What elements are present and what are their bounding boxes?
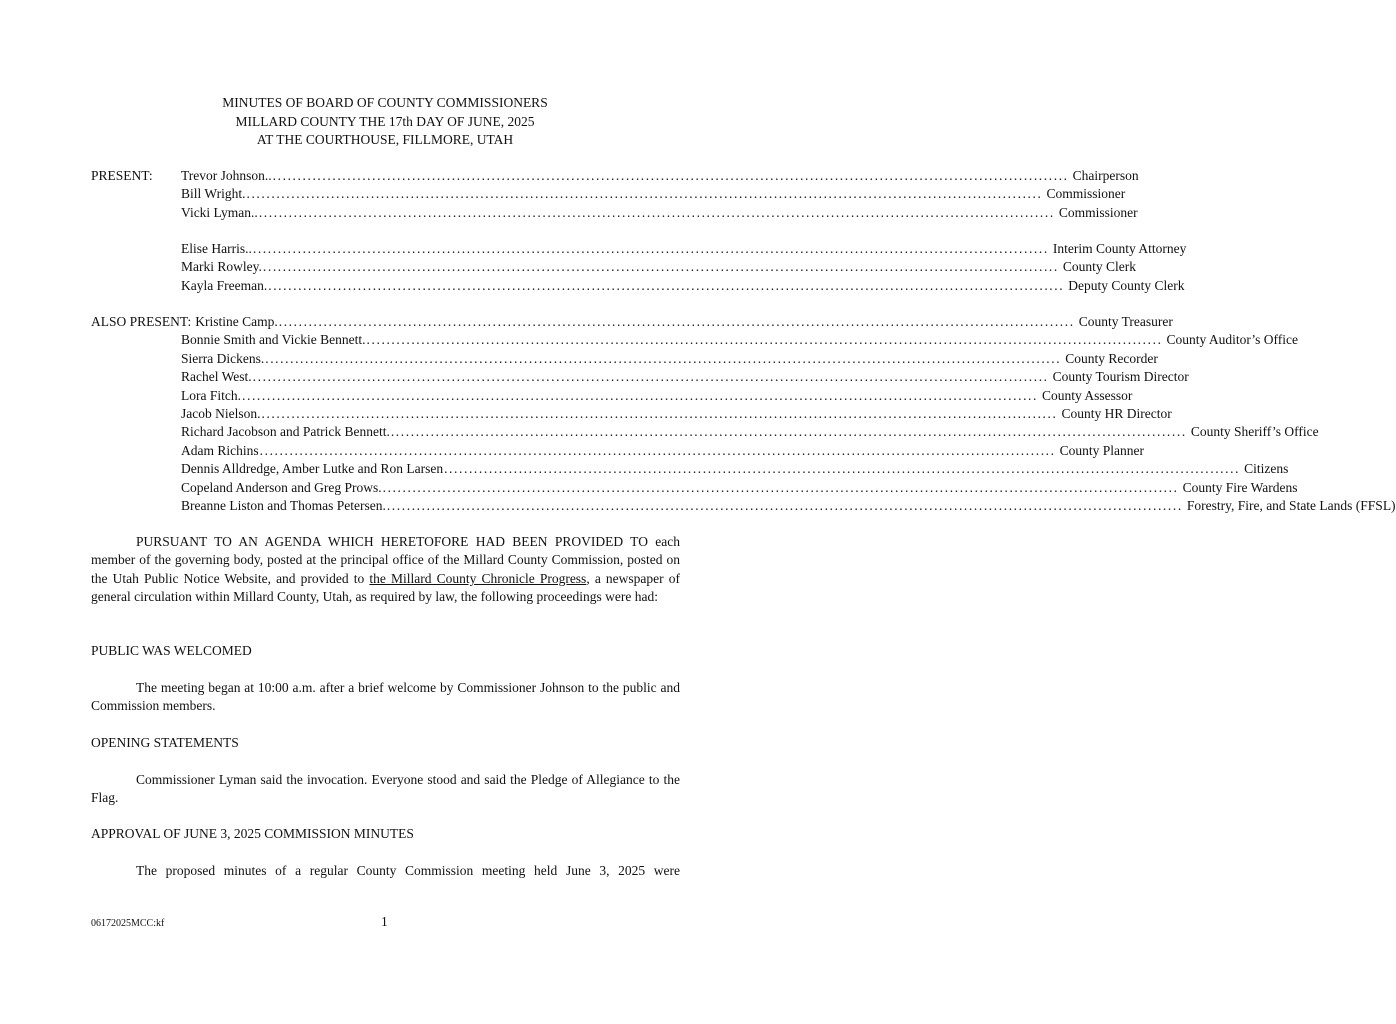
leader-dots: ................................................................................................................................................................ (252, 369, 1049, 385)
leader-dots: ................................................................................................................................................................ (265, 350, 1062, 366)
attendee-row (181, 350, 1158, 369)
attendee-name: Trevor Johnson.. (181, 168, 272, 183)
attendee-row (181, 186, 1126, 204)
section-title: OPENING STATEMENTS (91, 735, 239, 750)
leader-dots: ................................................................................................................................................................ (242, 387, 1038, 403)
leader-dots: ................................................................................................................................................................ (258, 204, 1055, 220)
attendee-role: County HR Director (1061, 406, 1172, 421)
attendee-name: Elise Harris.. (181, 241, 252, 256)
attendee-row (181, 241, 1187, 259)
leader-dots: ................................................................................................................................................................ (366, 332, 1163, 348)
attendee-row (181, 498, 1396, 516)
attendee-row (181, 479, 1298, 498)
attendee-role: County Auditor’s Office (1166, 332, 1299, 348)
section-title: APPROVAL OF JUNE 3, 2025 COMMISSION MINUTES (91, 826, 414, 841)
attendee-name: Breanne Liston and Thomas Petersen. (181, 498, 386, 513)
attendee-row (181, 406, 1172, 424)
attendee-role: County Sheriff’s Office (1190, 424, 1319, 440)
attendee-role: Chairperson (1072, 168, 1139, 183)
attendee-name: Jacob Nielson. (181, 406, 261, 421)
attendee-role: County Tourism Director (1052, 369, 1189, 385)
attendee-row (181, 442, 1144, 461)
section-body (91, 862, 680, 880)
attendee-row (181, 277, 1185, 296)
attendee-role: Forestry, Fire, and State Lands (FFSL) (1186, 498, 1396, 513)
attendee-row (181, 424, 1319, 442)
leader-dots: ................................................................................................................................................................ (278, 314, 1075, 329)
leader-dots: ................................................................................................................................................................ (382, 479, 1179, 495)
attendee-row (181, 387, 1133, 406)
leader-dots: ................................................................................................................................................................ (246, 186, 1043, 202)
section-body-text: The meeting began at 10:00 a.m. after a brief welcome by Commissioner Johnson to the public and Commission members. (91, 680, 680, 714)
attendee-role: County Planner (1059, 442, 1144, 458)
leader-dots: ................................................................................................................................................................ (390, 424, 1187, 440)
leader-dots: ................................................................................................................................................................ (272, 168, 1069, 183)
attendee-row (181, 461, 1289, 479)
attendee-role: Interim County Attorney (1052, 241, 1187, 256)
attendee-name: Marki Rowley. (181, 259, 262, 275)
agenda-paragraph (91, 533, 680, 607)
attendee-role: County Fire Wardens (1182, 479, 1298, 495)
document-id: 06172025MCC:kf (91, 918, 165, 929)
leader-dots: ................................................................................................................................................................ (268, 277, 1065, 293)
attendee-name: Richard Jacobson and Patrick Bennett. (181, 424, 390, 440)
attendee-name: Sierra Dickens. (181, 350, 265, 366)
attendee-role: County Clerk (1062, 259, 1136, 275)
attendee-row (181, 259, 1136, 277)
leader-dots: ................................................................................................................................................................ (261, 406, 1058, 421)
attendee-role: County Recorder (1065, 350, 1158, 366)
attendee-row (181, 168, 1139, 186)
present-label: PRESENT: (91, 168, 153, 183)
attendee-role: Citizens (1244, 461, 1289, 477)
attendee-name: Kristine Camp. (195, 314, 278, 329)
attendee-role: County Treasurer (1078, 314, 1173, 329)
attendee-row (181, 369, 1189, 387)
section-body-text: Commissioner Lyman said the invocation. Everyone stood and said the Pledge of Allegiance to the Flag. (91, 772, 680, 806)
attendee-name: Rachel West. (181, 369, 252, 385)
attendee-name: Dennis Alldredge, Amber Lutke and Ron Larsen (181, 461, 444, 477)
section-body (91, 679, 680, 716)
section-body (91, 771, 680, 808)
attendee-name: Kayla Freeman. (181, 277, 268, 293)
leader-dots: ................................................................................................................................................................ (444, 461, 1241, 477)
attendee-role: Commissioner (1058, 204, 1138, 220)
agenda-text-part-2: , a newspaper of general circulation within Millard County, Utah, as required by law, the following proceedings were had: (91, 570, 681, 605)
attendee-name: Vicki Lyman.. (181, 204, 258, 220)
heading-line-1: MINUTES OF BOARD OF COUNTY COMMISSIONERS (222, 95, 548, 110)
document-heading (0, 94, 770, 150)
leader-dots: ................................................................................................................................................................ (386, 498, 1183, 513)
section-title: PUBLIC WAS WELCOMED (91, 643, 252, 658)
page-number: 1 (381, 914, 388, 929)
attendee-role: Deputy County Clerk (1068, 277, 1185, 293)
attendee-role: Commissioner (1046, 186, 1126, 202)
leader-dots: ................................................................................................................................................................ (252, 241, 1049, 256)
attendee-name: Bonnie Smith and Vickie Bennett. (181, 332, 366, 348)
heading-line-2: MILLARD COUNTY THE 17th DAY OF JUNE, 2025 (235, 113, 535, 129)
leader-dots: ................................................................................................................................................................ (262, 259, 1059, 275)
attendee-row (181, 332, 1299, 350)
leader-dots: ................................................................................................................................................................ (259, 442, 1056, 458)
attendee-name: Bill Wright. (181, 186, 246, 202)
attendee-row (181, 204, 1138, 223)
section-body-text: The proposed minutes of a regular County Commission meeting held June 3, 2025 were (136, 863, 680, 878)
attendee-name: Adam Richins (181, 442, 259, 458)
attendee-role: County Assessor (1042, 387, 1133, 403)
agenda-text-part-1: PURSUANT TO AN AGENDA WHICH HERETOFORE HAD BEEN PROVIDED TO each member of the governing body, posted at the principal office of the Millard County Commission, posted on the Utah Public Notice Website, and provided to (91, 534, 680, 586)
attendee-name: Lora Fitch. (181, 387, 241, 403)
heading-line-3: AT THE COURTHOUSE, FILLMORE, UTAH (256, 132, 514, 147)
attendee-name: Copeland Anderson and Greg Prows. (181, 479, 382, 495)
also-present-first-row (91, 314, 1173, 332)
newspaper-name: the Millard County Chronicle Progress (369, 570, 587, 586)
also-present-label: ALSO PRESENT: (91, 314, 192, 329)
